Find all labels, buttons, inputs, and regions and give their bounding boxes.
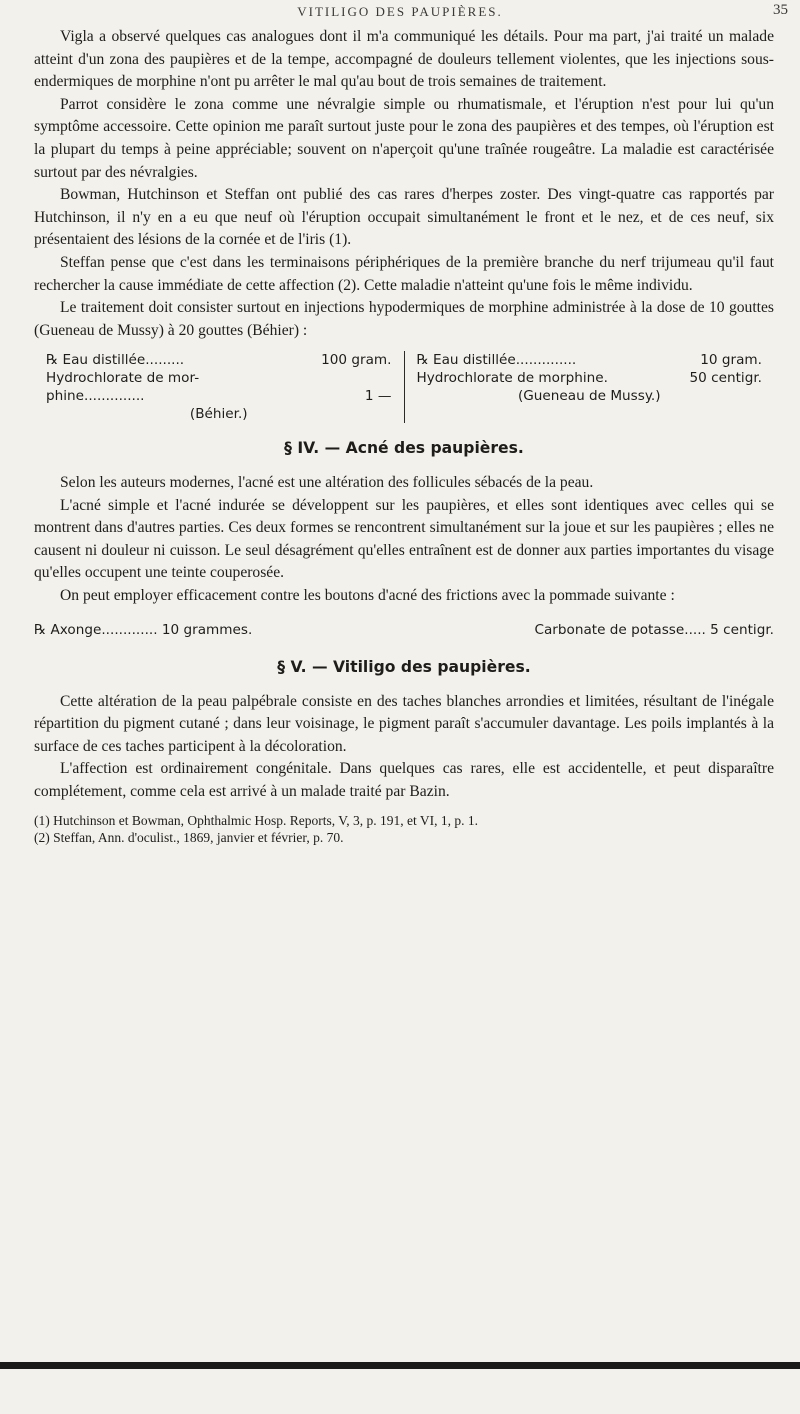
paragraph: Selon les auteurs modernes, l'acné est une altération des follicules sébacés de la peau. <box>60 473 594 491</box>
paragraph: Bowman, Hutchinson et Steffan ont publié des cas rares d'herpes zoster. Des vingt-quatre cas rapportés par Hutchinson, il n'y en a eu que neuf où l'éruption occupait simultanément le front et le nez, et de ces neuf, six présentaient des lésions de la cornée et de l'iris (1). <box>34 186 774 249</box>
prescription-source: (Béhier.) <box>189 406 248 423</box>
section-number: § IV. <box>284 439 320 458</box>
prescription-line <box>46 369 392 387</box>
ingredient-name: phine.............. <box>46 388 145 405</box>
paragraph: Vigla a observé quelques cas analogues dont il m'a communiqué les détails. Pour ma part, j'ai traité un malade atteint d'un zona des paupières et de la tempe, accompagné de douleurs tellement violentes, que les injections sous-endermiques de morphine n'ont pu arrêter le mal qu'au bout de trois semaines de traitement. <box>34 28 774 91</box>
section-number: § V. <box>277 658 307 677</box>
prescription-acne-right: Carbonate de potasse..... 5 centigr. <box>534 622 774 639</box>
page-number: 35 <box>773 2 788 18</box>
ingredient-quantity <box>384 369 392 387</box>
section-title: — Acné des paupières. <box>324 439 524 458</box>
prescription-line <box>417 369 763 387</box>
ingredient-quantity: 50 centigr. <box>689 370 762 387</box>
prescription-source: (Gueneau de Mussy.) <box>517 388 661 405</box>
prescription-line <box>46 387 392 405</box>
paragraph: L'acné simple et l'acné indurée se développent sur les paupières, et elles sont identiques avec celles qui se montrent dans d'autres parties. Ces deux formes se rencontrent simultanément sur la joue et sur les paupières ; elles ne causent ni douleur ni cuisson. Le seul désagrément qu'elles entraînent est de donner aux parties importantes du visage qu'elles occupent une teinte couperosée. <box>34 496 774 582</box>
paragraph: L'affection est ordinairement congénitale. Dans quelques cas rares, elle est accidentelle, et peut disparaître complétement, comme cela est arrivé à un malade traité par Bazin. <box>34 760 774 801</box>
prescription-line <box>46 351 392 369</box>
paragraph: Cette altération de la peau palpébrale consiste en des taches blanches arrondies et limitées, résultant de l'inégale répartition du pigment cutané ; dans leur voisinage, le pigment paraît s'accumuler davantage. Les poils implantés à la surface de ces taches participent à la décoloration. <box>34 692 774 755</box>
ingredient-name: Hydrochlorate de morphine. <box>416 370 608 387</box>
scan-edge-bar <box>0 1362 800 1369</box>
prescription-acne <box>34 619 774 642</box>
ingredient-quantity: 1 — <box>364 388 392 405</box>
section-heading-iv <box>34 437 774 460</box>
section-title: — Vitiligo des paupières. <box>311 658 531 677</box>
ingredient-name: ℞ Eau distillée.............. <box>416 352 577 369</box>
prescription-line <box>417 351 763 369</box>
footnote: (1) Hutchinson et Bowman, Ophthalmic Hosp. Reports, V, 3, p. 191, et VI, 1, p. 1. <box>34 812 478 828</box>
page-body <box>34 26 774 846</box>
prescription-acne-left: ℞ Axonge............. 10 grammes. <box>34 622 253 639</box>
ingredient-quantity: 100 gram. <box>321 352 392 369</box>
paragraph: Parrot considère le zona comme une névralgie simple ou rhumatismale, et l'éruption n'est pour lui qu'un symptôme accessoire. Cette opinion me paraît surtout juste pour le zona des paupières et des tempes, où l'éruption est la plupart du temps à peine appréciable; souvent on n'aperçoit qu'une traînée rougeâtre. La maladie est caractérisée surtout par des névralgies. <box>34 95 774 181</box>
prescription-gueneau <box>404 351 775 423</box>
footnote: (2) Steffan, Ann. d'oculist., 1869, janvier et février, p. 70. <box>34 829 344 845</box>
prescription-behier <box>34 351 404 423</box>
running-head: VITILIGO DES PAUPIÈRES. <box>297 4 503 19</box>
paragraph: On peut employer efficacement contre les boutons d'acné des frictions avec la pommade suivante : <box>60 586 675 604</box>
paragraph: Steffan pense que c'est dans les terminaisons périphériques de la première branche du nerf trijumeau qu'il faut rechercher la cause immédiate de cette affection (2). Cette maladie n'atteint qu'une fois le même individu. <box>34 253 774 294</box>
ingredient-quantity: 10 gram. <box>700 352 762 369</box>
ingredient-name: ℞ Eau distillée......... <box>46 352 185 369</box>
prescriptions <box>34 351 774 423</box>
paragraph: Le traitement doit consister surtout en injections hypodermiques de morphine administrée à la dose de 10 gouttes (Gueneau de Mussy) à 20 gouttes (Béhier) : <box>34 299 774 339</box>
footnotes <box>34 812 774 846</box>
section-heading-v <box>34 656 774 679</box>
ingredient-name: Hydrochlorate de mor- <box>46 370 200 387</box>
